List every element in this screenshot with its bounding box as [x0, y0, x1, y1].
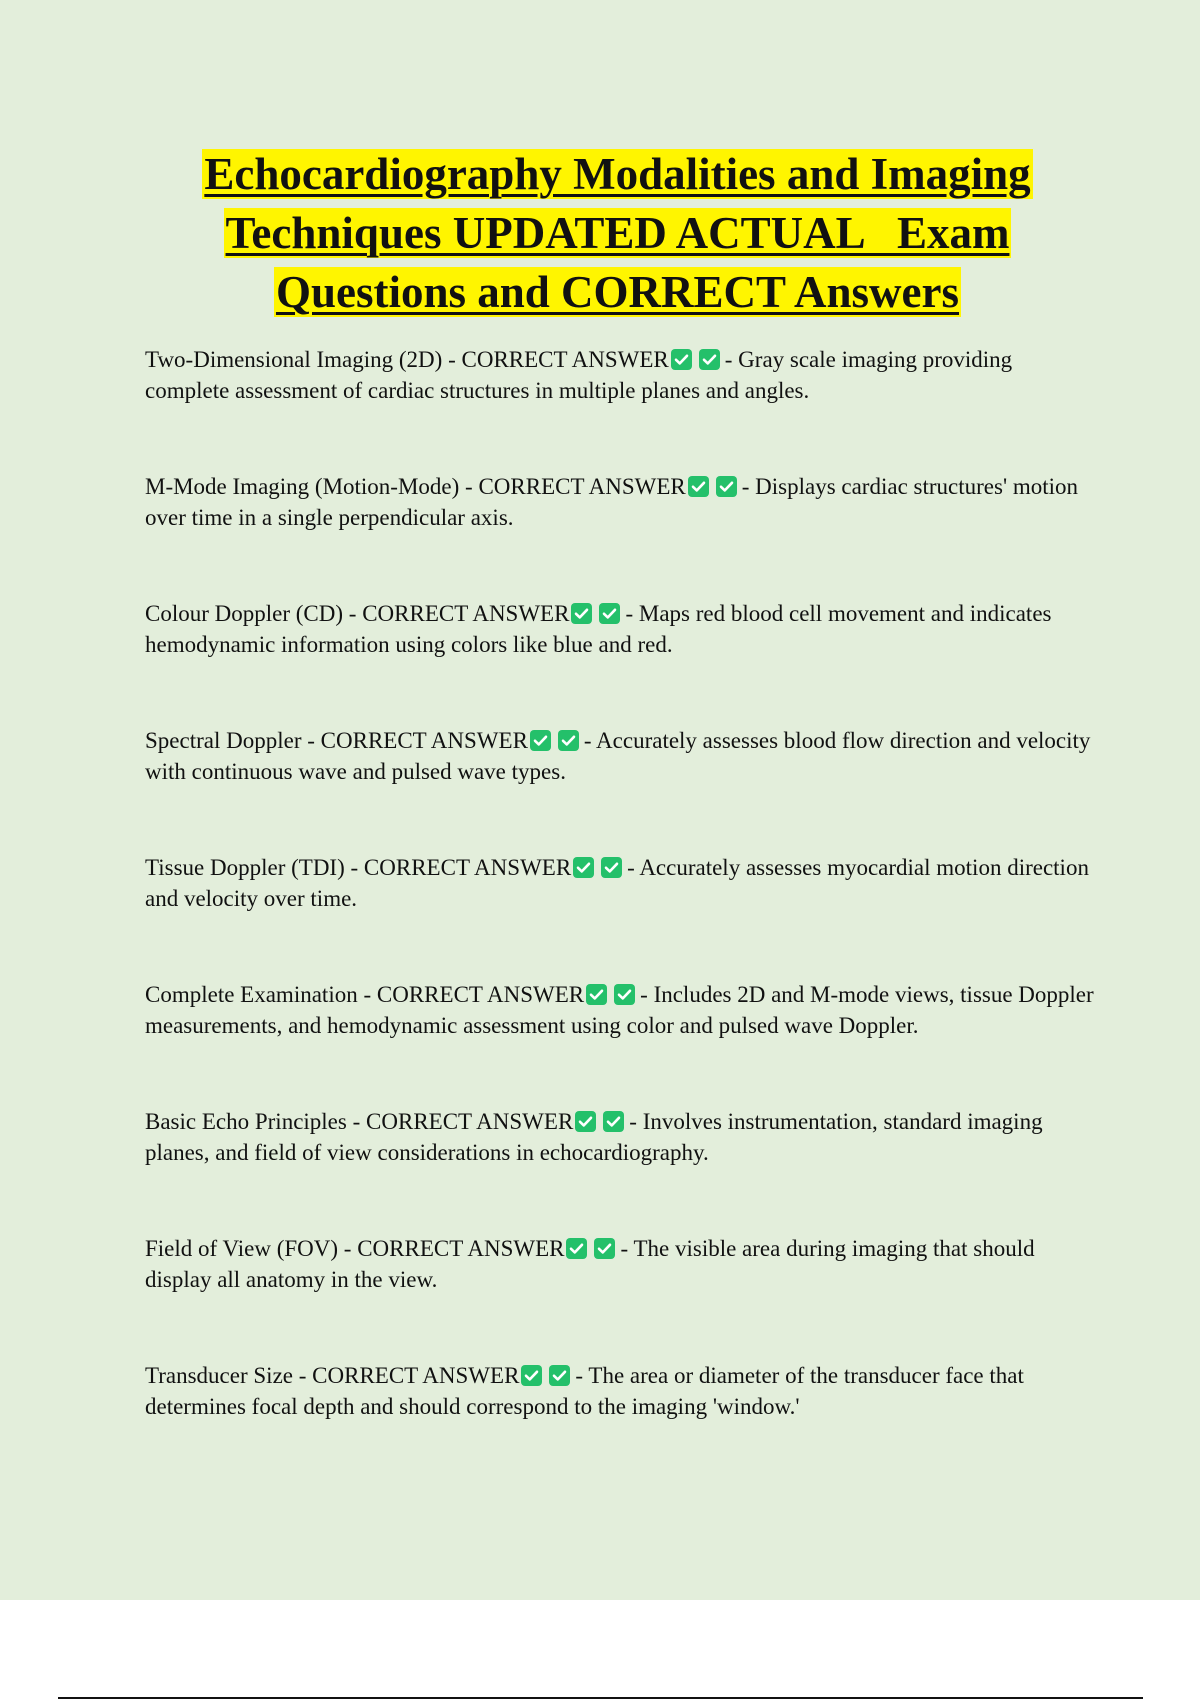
- qa-item: Tissue Doppler (TDI) - CORRECT ANSWER - Accurately assesses myocardial motion direction and velocity over time.: [145, 855, 1089, 911]
- qa-definition: Includes 2D and M-mode views, tissue Doppler measurements, and hemodynamic assessment using color and pulsed wave Doppler.: [145, 982, 1094, 1038]
- title-line-3: Questions and CORRECT Answers: [275, 267, 960, 317]
- answer-marker: CORRECT ANSWER: [362, 601, 570, 626]
- check-box-icon: [671, 349, 692, 370]
- check-box-icon: [688, 476, 709, 497]
- document-title: [120, 145, 1115, 322]
- qa-definition: Involves instrumentation, standard imaging planes, and field of view considerations in echocardiography.: [145, 1109, 1043, 1165]
- qa-term: Colour Doppler (CD): [145, 601, 344, 626]
- check-box-icon: [716, 476, 737, 497]
- qa-term: Basic Echo Principles: [145, 1109, 347, 1134]
- answer-marker: CORRECT ANSWER: [366, 1109, 574, 1134]
- check-box-icon: [599, 603, 620, 624]
- check-box-icon: [594, 1238, 615, 1259]
- title-line-1: Echocardiography Modalities and Imaging: [204, 149, 1031, 199]
- check-box-icon: [558, 730, 579, 751]
- check-box-icon: [586, 984, 607, 1005]
- qa-item: Two-Dimensional Imaging (2D) - CORRECT ANSWER - Gray scale imaging providing complete assessment of cardiac structures in multiple planes and angles.: [145, 347, 1013, 403]
- qa-item: Complete Examination - CORRECT ANSWER - Includes 2D and M-mode views, tissue Doppler measurements, and hemodynamic assessment using color and pulsed wave Doppler.: [145, 982, 1094, 1038]
- qa-term: Field of View (FOV): [145, 1236, 339, 1261]
- qa-definition: Gray scale imaging providing complete assessment of cardiac structures in multiple planes and angles.: [145, 347, 1013, 403]
- check-box-icon: [603, 1111, 624, 1132]
- answer-marker: CORRECT ANSWER: [376, 982, 585, 1007]
- qa-term: Complete Examination: [145, 982, 358, 1007]
- qa-term: M-Mode Imaging (Motion-Mode): [145, 474, 460, 499]
- qa-item: M-Mode Imaging (Motion-Mode) - CORRECT ANSWER - Displays cardiac structures' motion over time in a single perpendicular axis.: [145, 474, 1079, 530]
- qa-definition: Accurately assesses myocardial motion direction and velocity over time.: [145, 855, 1089, 911]
- answer-marker: CORRECT ANSWER: [320, 728, 528, 753]
- qa-item: Colour Doppler (CD) - CORRECT ANSWER - Maps red blood cell movement and indicates hemodynamic information using colors like blue and red.: [145, 601, 1052, 657]
- answer-marker: CORRECT ANSWER: [363, 855, 572, 880]
- qa-item: Basic Echo Principles - CORRECT ANSWER - Involves instrumentation, standard imaging planes, and field of view considerations in echocardiography.: [145, 1109, 1043, 1165]
- qa-definition: Maps red blood cell movement and indicates hemodynamic information using colors like blue and red.: [145, 601, 1052, 657]
- check-box-icon: [566, 1238, 587, 1259]
- qa-definition: The visible area during imaging that should display all anatomy in the view.: [145, 1236, 1035, 1292]
- check-box-icon: [549, 1365, 570, 1386]
- check-box-icon: [601, 857, 622, 878]
- answer-marker: CORRECT ANSWER: [357, 1236, 565, 1261]
- qa-term: Spectral Doppler: [145, 728, 302, 753]
- qa-item: Transducer Size - CORRECT ANSWER - The area or diameter of the transducer face that determines focal depth and should correspond to the imaging 'window.': [145, 1363, 1024, 1419]
- qa-definition: Displays cardiac structures' motion over time in a single perpendicular axis.: [145, 474, 1079, 530]
- qa-term: Two-Dimensional Imaging (2D): [145, 347, 443, 372]
- answer-marker: CORRECT ANSWER: [312, 1363, 520, 1388]
- answer-marker: CORRECT ANSWER: [461, 347, 669, 372]
- answer-marker: CORRECT ANSWER: [478, 474, 686, 499]
- check-box-icon: [699, 349, 720, 370]
- qa-term: Tissue Doppler (TDI): [145, 855, 345, 880]
- qa-item: Field of View (FOV) - CORRECT ANSWER - The visible area during imaging that should display all anatomy in the view.: [145, 1236, 1035, 1292]
- qa-definition: Accurately assesses blood flow direction and velocity with continuous wave and pulsed wave types.: [145, 728, 1091, 784]
- check-box-icon: [614, 984, 635, 1005]
- check-box-icon: [575, 1111, 596, 1132]
- qa-term: Transducer Size: [145, 1363, 293, 1388]
- check-box-icon: [571, 603, 592, 624]
- footer-divider: [58, 1697, 1143, 1699]
- check-box-icon: [521, 1365, 542, 1386]
- check-box-icon: [530, 730, 551, 751]
- qa-definition: The area or diameter of the transducer face that determines focal depth and should correspond to the imaging 'window.': [145, 1363, 1024, 1419]
- check-box-icon: [573, 857, 594, 878]
- title-line-2: Techniques UPDATED ACTUAL Exam: [225, 208, 1010, 258]
- qa-item: Spectral Doppler - CORRECT ANSWER - Accurately assesses blood flow direction and velocity with continuous wave and pulsed wave types.: [145, 728, 1091, 784]
